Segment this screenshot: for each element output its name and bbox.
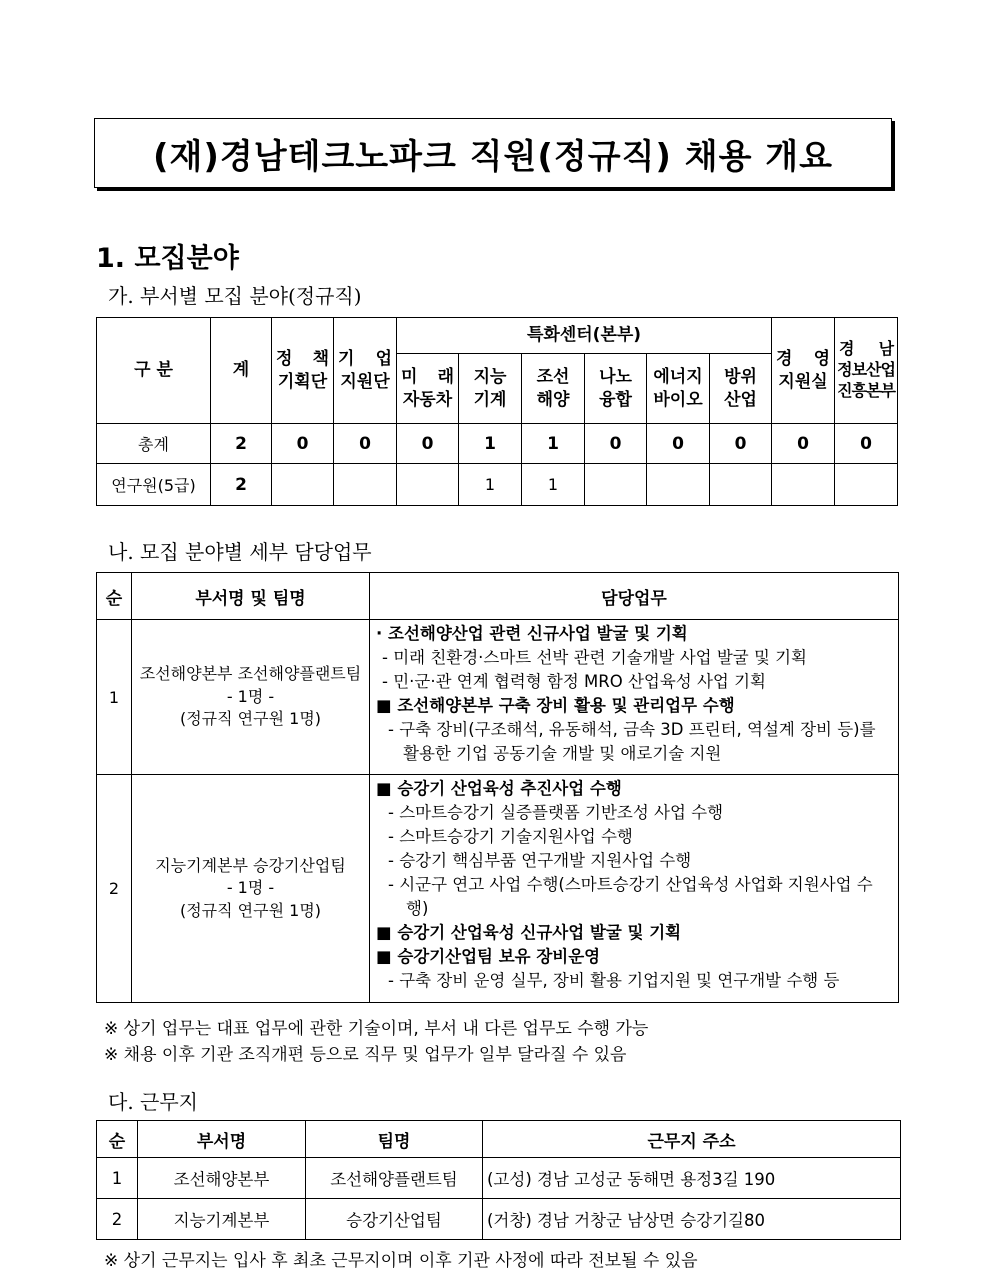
dept-name: 조선해양본부 — [138, 1158, 306, 1199]
dept-cell — [132, 620, 370, 775]
duty-line: - 구축 장비 운영 실무, 장비 활용 기업지원 및 연구개발 수행 등 — [388, 971, 840, 990]
cell: 0 — [647, 424, 710, 464]
header-total: 계 — [211, 318, 272, 424]
team-name: 조선해양플랜트팀 — [306, 1158, 483, 1199]
duty-line: - 민·군·관 연계 협력형 함정 MRO 산업육성 사업 기획 — [382, 672, 766, 691]
address: (거창) 경남 거창군 남상면 승강기길80 — [483, 1199, 901, 1240]
dept-name: 지능기계본부 — [138, 1199, 306, 1240]
note-reorg: ※ 채용 이후 기관 조직개편 등으로 직무 및 업무가 일부 달라질 수 있음 — [104, 1045, 627, 1065]
subheading-duties: 나. 모집 분야별 세부 담당업무 — [108, 540, 372, 564]
header-duties: 담당업무 — [370, 573, 899, 620]
cell: 0 — [397, 424, 459, 464]
headcount: - 1명 - — [226, 878, 275, 898]
duty-line: - 스마트승강기 실증플랫폼 기반조성 사업 수행 — [388, 803, 724, 822]
duties-table — [96, 572, 899, 1003]
cell — [647, 464, 710, 506]
table-row — [97, 620, 899, 775]
cell: 0 — [585, 424, 647, 464]
duty-line: - 구축 장비(구조해석, 유동해석, 금속 3D 프린터, 역설계 장비 등)를 활용한 기업 공동기술 개발 및 애로기술 지원 — [388, 720, 876, 763]
dept-name: 지능기계본부 승강기산업팀 — [155, 855, 346, 875]
table-row — [97, 1158, 901, 1199]
cell: 1 — [459, 424, 522, 464]
row-no: 1 — [97, 1158, 138, 1199]
cell: 2 — [211, 464, 272, 506]
duty-line: - 시군구 연고 사업 수행(스마트승강기 산업육성 사업화 지원사업 수행) — [388, 875, 873, 918]
cell: 1 — [459, 464, 522, 506]
duty-line: - 승강기 핵심부품 연구개발 지원사업 수행 — [388, 851, 692, 870]
headcount: - 1명 - — [226, 686, 275, 706]
cell — [710, 464, 772, 506]
row-no: 2 — [97, 775, 132, 1003]
title-box — [94, 118, 892, 188]
header-team: 팀명 — [306, 1121, 483, 1158]
position-type: (정규직 연구원 1명) — [179, 900, 322, 920]
header-policy: 정 책 기획단 — [272, 318, 334, 424]
header-corp: 기 업 지원단 — [334, 318, 397, 424]
header-nano: 나노 융합 — [585, 354, 647, 424]
cell: 2 — [211, 424, 272, 464]
cell: 0 — [710, 424, 772, 464]
duty-cell — [370, 620, 899, 775]
note-duties: ※ 상기 업무는 대표 업무에 관한 기술이며, 부서 내 다른 업무도 수행 가능 — [104, 1019, 649, 1039]
duty-line: · 조선해양산업 관련 신규사업 발굴 및 기획 — [376, 624, 688, 643]
cell: 0 — [272, 424, 334, 464]
cell: 1 — [522, 424, 585, 464]
duty-line: - 스마트승강기 기술지원사업 수행 — [388, 827, 633, 846]
header-no: 순 — [97, 573, 132, 620]
header-no: 순 — [97, 1121, 138, 1158]
table-row — [97, 1199, 901, 1240]
cell: 0 — [772, 424, 835, 464]
position-type: (정규직 연구원 1명) — [179, 709, 322, 729]
team-name: 승강기산업팀 — [306, 1199, 483, 1240]
cell: 0 — [835, 424, 898, 464]
header-future-auto: 미 래 자동차 — [397, 354, 459, 424]
subheading-department-fields: 가. 부서별 모집 분야(정규직) — [108, 284, 362, 308]
row-label: 총계 — [97, 424, 211, 464]
row-label: 연구원(5급) — [97, 464, 211, 506]
cell — [397, 464, 459, 506]
subheading-workplace: 다. 근무지 — [108, 1090, 198, 1114]
cell — [772, 464, 835, 506]
row-no: 1 — [97, 620, 132, 775]
duty-line: - 미래 친환경·스마트 선박 관련 기술개발 사업 발굴 및 기획 — [382, 648, 807, 667]
header-shipbuilding: 조선 해양 — [522, 354, 585, 424]
header-special-center: 특화센터(본부) — [397, 318, 772, 354]
duty-line: ■ 승강기산업팀 보유 장비운영 — [376, 947, 601, 966]
cell — [334, 464, 397, 506]
address: (고성) 경남 고성군 동해면 용정3길 190 — [483, 1158, 901, 1199]
header-defense: 방위 산업 — [710, 354, 772, 424]
cell — [835, 464, 898, 506]
duty-cell — [370, 775, 899, 1003]
dept-name: 조선해양본부 조선해양플랜트팀 — [139, 664, 362, 684]
note-workplace: ※ 상기 근무지는 입사 후 최초 근무지이며 이후 기관 사정에 따라 전보될 수 있음 — [104, 1251, 698, 1271]
header-address: 근무지 주소 — [483, 1121, 901, 1158]
dept-cell — [132, 775, 370, 1003]
cell: 1 — [522, 464, 585, 506]
page-title: (재)경남테크노파크 직원(정규직) 채용 개요 — [152, 136, 833, 177]
cell — [272, 464, 334, 506]
duty-line: ■ 조선해양본부 구축 장비 활용 및 관리업무 수행 — [376, 696, 735, 715]
header-intel-machine: 지능 기계 — [459, 354, 522, 424]
header-dept-team: 부서명 및 팀명 — [132, 573, 370, 620]
duty-line: ■ 승강기 산업육성 추진사업 수행 — [376, 779, 622, 798]
header-mgmt: 경 영 지원실 — [772, 318, 835, 424]
header-gubun: 구 분 — [97, 318, 211, 424]
workplace-table — [96, 1120, 901, 1240]
section-heading-recruitment: 1. 모집분야 — [96, 243, 239, 274]
cell: 0 — [334, 424, 397, 464]
recruitment-table — [96, 317, 898, 506]
header-energy-bio: 에너지 바이오 — [647, 354, 710, 424]
table-row-researcher — [97, 464, 898, 506]
header-dept: 부서명 — [138, 1121, 306, 1158]
cell — [585, 464, 647, 506]
duty-line: ■ 승강기 산업육성 신규사업 발굴 및 기획 — [376, 923, 682, 942]
table-row — [97, 775, 899, 1003]
row-no: 2 — [97, 1199, 138, 1240]
header-info-industry: 경 남 정보산업 진흥본부 — [835, 318, 898, 424]
table-row-total — [97, 424, 898, 464]
